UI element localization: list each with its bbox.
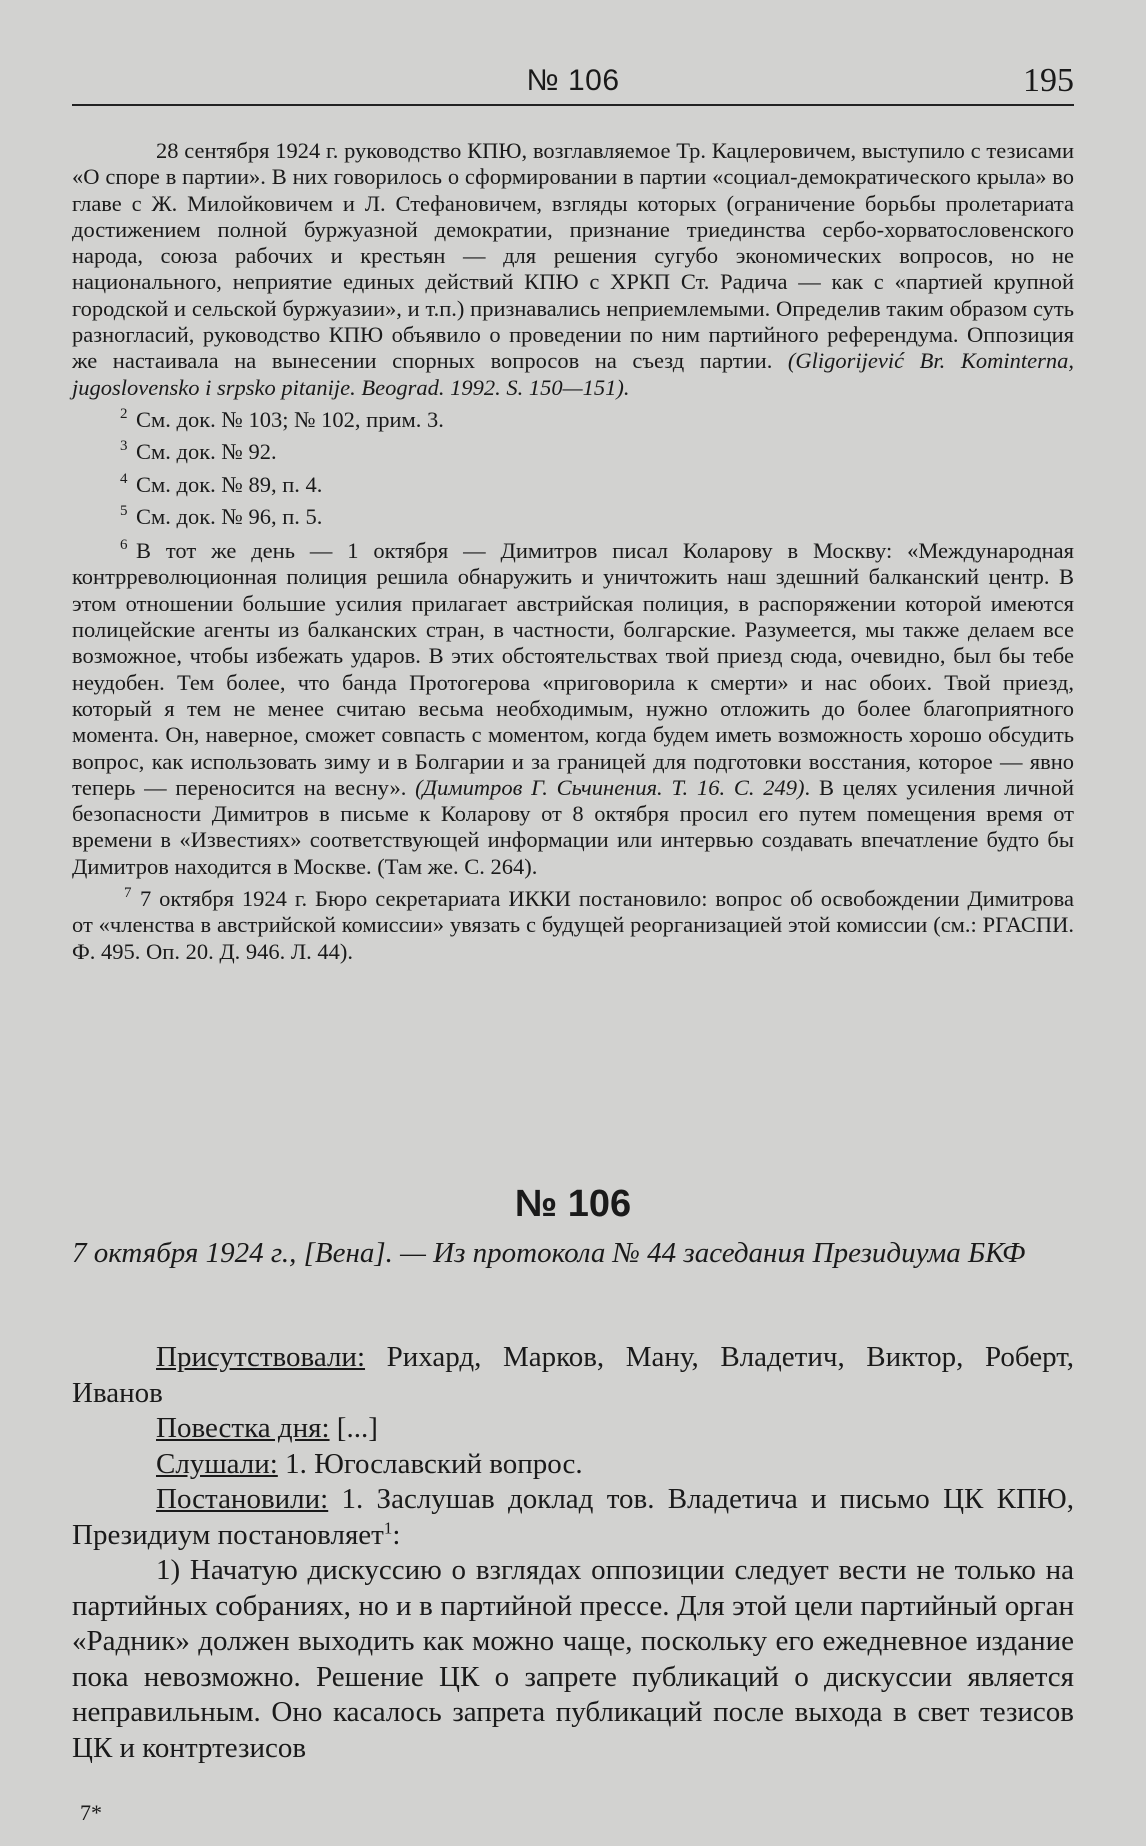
note-3-mark: 3: [120, 438, 128, 455]
note-6-text-b: . В целях усиления личной безопасности Димитров в письме к Коларову от 8 октября просил его путем помещения время от времени в «Известиях» соответствующей информации или интервью создавать впечатление будто бы Димитров находится в Москве. (Там же. С. 264).: [72, 774, 1075, 879]
note-7: [72, 886, 1074, 965]
document-heading: 7 октября 1924 г., [Вена]. — Из протокола № 44 заседания Президиума БКФ: [72, 1237, 1026, 1269]
note-1: [72, 138, 1074, 401]
heard-line: [72, 1447, 1074, 1483]
header-rule: [72, 104, 1074, 106]
agenda-text: [...]: [329, 1412, 378, 1444]
resolved-end: :: [392, 1518, 401, 1551]
note-5-mark: 5: [120, 502, 128, 519]
note-3-text: См. док. № 92.: [136, 439, 277, 465]
present-text: Рихард, Марков, Ману, Владетич, Виктор, Роберт, Иванов: [72, 1341, 1074, 1409]
point-1: 1) Начатую дискуссию о взглядах оппозиции следует вести не только на партийных собраниях, но и в партийной прессе. Для этой цели партийный орган «Радник» должен выходить как можно чаще, поскольку его ежедневное издание пока невозможно. Решение ЦК о запрете публикаций о дискуссии является неправильным. Оно касалось запрета публикаций после выхода в свет тезисов ЦК и контртезисов: [72, 1554, 1074, 1764]
page-number: 195: [1023, 62, 1074, 99]
note-6-citation: (Димитров Г. Сьчинения. Т. 16. С. 249): [415, 774, 805, 800]
note-5: [72, 504, 1074, 530]
resolved-footnote-mark: 1: [383, 1517, 393, 1537]
running-doc-number: № 106: [526, 64, 620, 97]
note-2-mark: 2: [120, 405, 128, 422]
present-line: [72, 1340, 1074, 1411]
agenda-label: Повестка дня:: [156, 1412, 330, 1444]
document-title: № 106: [514, 1183, 632, 1225]
running-header: [72, 62, 1074, 106]
note-4-text: См. док. № 89, п. 4.: [136, 471, 323, 497]
note-4: [72, 472, 1074, 498]
footnotes-block: [72, 138, 1074, 965]
agenda-line: [72, 1411, 1074, 1447]
signature-mark: 7*: [80, 1800, 102, 1825]
note-2-text: См. док. № 103; № 102, прим. 3.: [136, 406, 444, 432]
note-2: [72, 407, 1074, 433]
note-4-mark: 4: [120, 470, 128, 487]
note-3: [72, 439, 1074, 465]
heard-text: 1. Югославский вопрос.: [277, 1447, 583, 1480]
resolved-label: Постановили:: [156, 1483, 329, 1515]
note-1-text: 28 сентября 1924 г. руководство КПЮ, возглавляемое Тр. Кацлеровичем, выступило с тезисами «О споре в партии». В них говорилось о сформировании в партии «социал-демократического крыла» во главе с Ж. Милойковичем и Л. Стефановичем, взгляды которых (ограничение борьбы пролетариата достижением полной буржуазной демократии, признание триединства сербо-хорватословенского народа, союза рабочих и крестьян — для решения сугубо экономических вопросов, но не национального, неприятие единых действий КПЮ с ХРКП Ст. Радича — как с «партией крупной городской и сельской буржуазии», и т.п.) признавались неприемлемыми. Определив таким образом суть разногласий, руководство КПЮ объявило о проведении по ним партийного референдума. Оппозиция же настаивала на вынесении спорных вопросов на съезд партии.: [72, 138, 1074, 374]
note-6-text-a: В тот же день — 1 октября — Димитров писал Коларову в Москву: «Международная контрреволюционная полиция решила обнаружить и уничтожить наш здешний балканский центр. В этом отношении большие усилия прилагает австрийская полиция, в распоряжении которой имеются полицейские агенты из балканских стран, в частности, болгарские. Разумеется, мы также делаем все возможное, чтобы избежать ударов. В этих обстоятельствах твой приезд сюда, очевидно, был бы тебе неудобен. Тем более, что банда Протогерова «приговорила к смерти» и нас обоих. Твой приезд, который я тем не менее считаю весьма необходимым, нужно отложить до более благоприятного момента. Он, наверное, сможет совпасть с моментом, когда будем иметь возможность хорошо обсудить вопрос, как использовать зиму и в Болгарии и за границей для подготовки восстания, которое — явно теперь — переносится на весну».: [72, 538, 1074, 800]
note-7-mark: 7: [124, 885, 132, 902]
note-6-mark: 6: [120, 537, 128, 554]
note-7-text: 7 октября 1924 г. Бюро секретариата ИККИ постановило: вопрос об освобождении Димитрова от «членства в австрийской комиссии» увязать с будущей реорганизацией этой комиссии (см.: РГАСПИ. Ф. 495. Оп. 20. Д. 946. Л. 44).: [72, 886, 1074, 964]
resolved-line: [72, 1482, 1074, 1553]
note-6-body: [72, 538, 1074, 880]
note-6: [72, 538, 1074, 880]
note-5-text: См. док. № 96, п. 5.: [136, 503, 323, 529]
present-label: Присутствовали:: [156, 1341, 366, 1373]
heard-label: Слушали:: [156, 1447, 278, 1480]
note-1-citation: (Gligorijević Br. Kominterna, jugoslovensko i srpsko pitanije. Beograd. 1992. S. 150—151).: [72, 348, 1074, 400]
resolved-text: 1. Заслушав доклад тов. Владетича и письмо ЦК КПЮ, Президиум постановляет: [72, 1483, 1074, 1551]
document-body: [72, 1340, 1074, 1766]
